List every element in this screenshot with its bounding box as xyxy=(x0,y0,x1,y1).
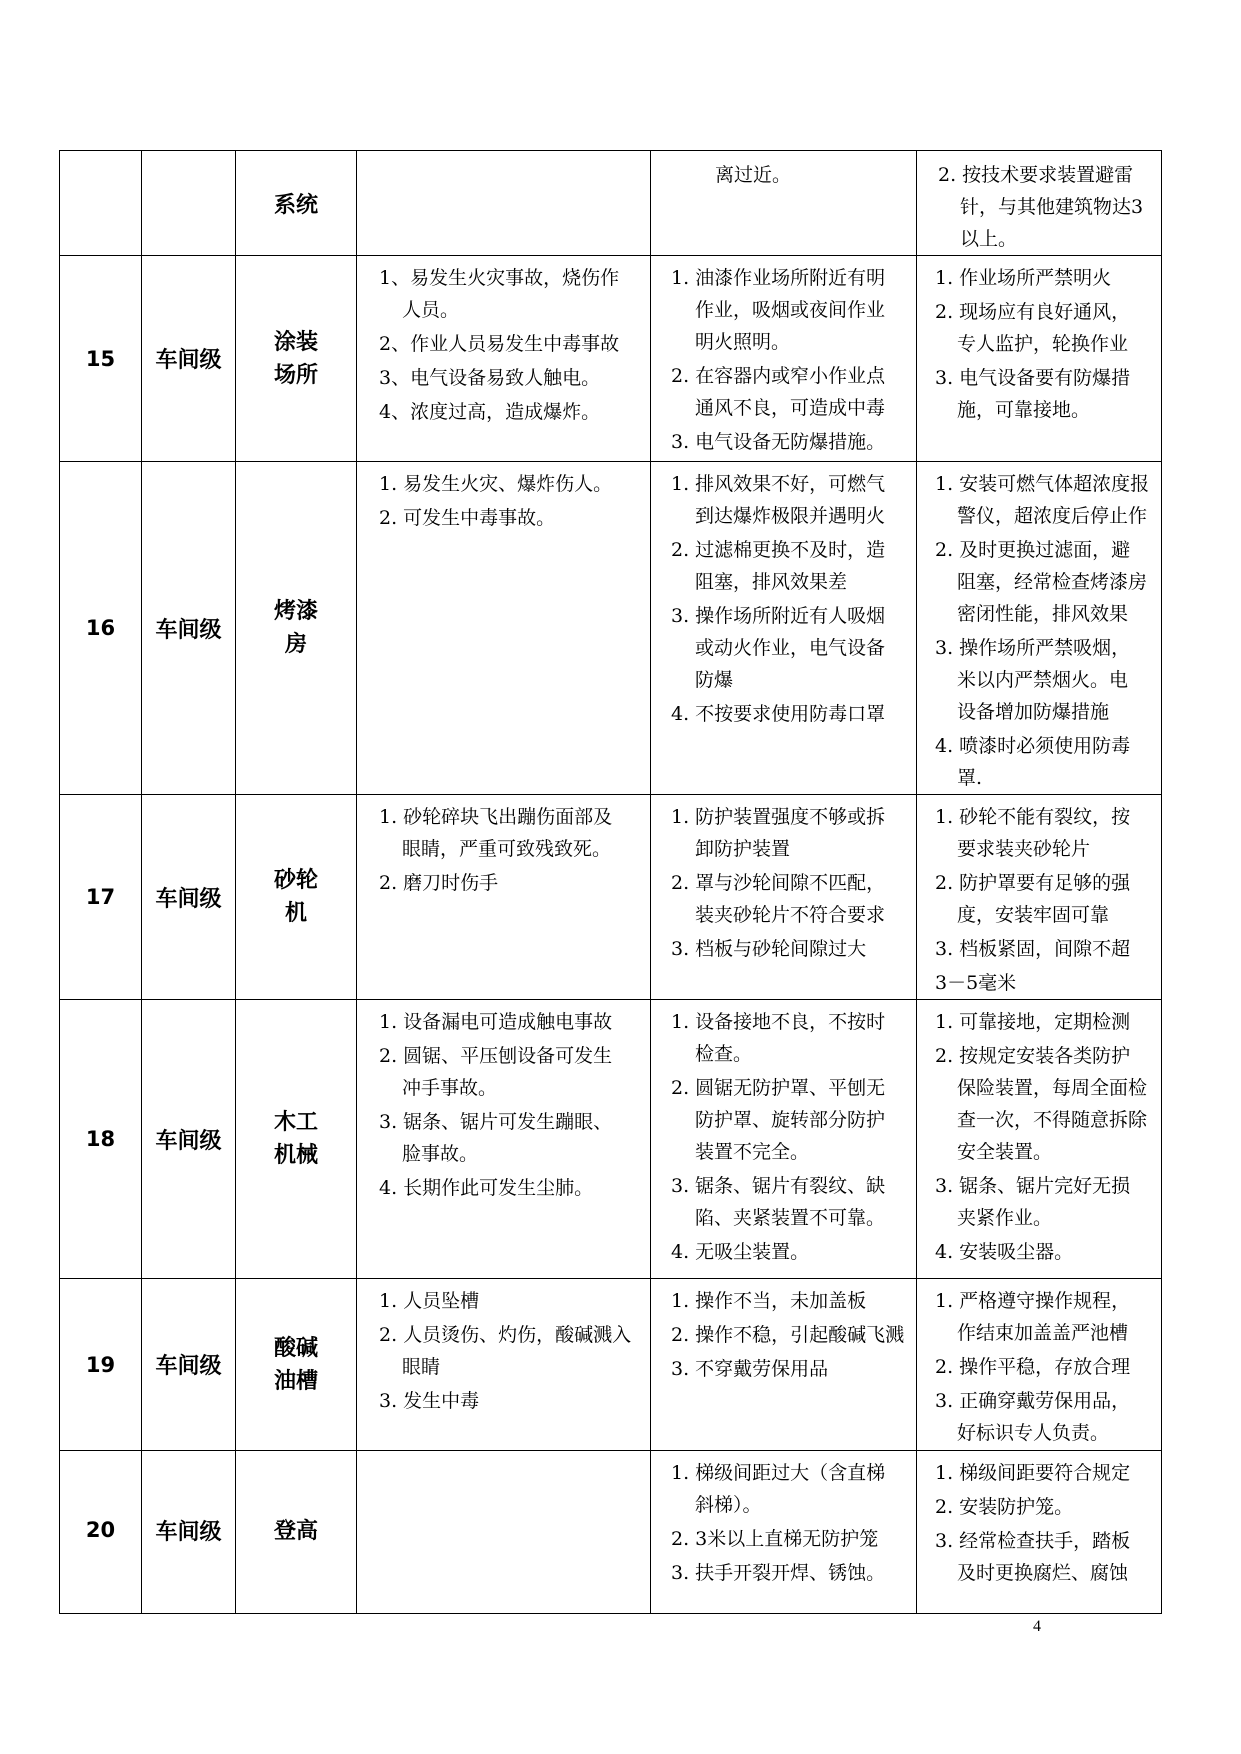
hazards-line: 1. 设备漏电可造成触电事故 xyxy=(379,1011,613,1033)
causes-list xyxy=(651,1279,916,1385)
causes-line: 陷、夹紧装置不可靠。 xyxy=(695,1207,886,1229)
hazards-line: 4. 长期作此可发生尘肺。 xyxy=(379,1177,594,1199)
causes-cell xyxy=(651,151,917,256)
hazards-line: 3. 锯条、锯片可发生蹦眼、 xyxy=(379,1111,613,1133)
causes-line: 2. 3米以上直梯无防护笼 xyxy=(671,1528,879,1550)
hazards-line: 2、作业人员易发生中毒事故 xyxy=(379,333,620,355)
measures-cell xyxy=(917,1451,1162,1614)
measures-line: 以上。 xyxy=(960,228,1018,250)
measures-line: 3. 经常检查扶手，踏板 xyxy=(935,1530,1131,1552)
measures-line: 好标识专人负责。 xyxy=(957,1422,1110,1444)
hazards-cell xyxy=(357,1000,651,1279)
measures-line: 1. 安装可燃气体超浓度报 xyxy=(935,473,1150,495)
measures-line: 1. 可靠接地，定期检测 xyxy=(935,1011,1131,1033)
causes-line: 4. 不按要求使用防毒口罩 xyxy=(671,703,886,725)
hazards-line: 2. 磨刀时伤手 xyxy=(379,872,499,894)
hazards-cell xyxy=(357,1279,651,1451)
hazards-list xyxy=(357,151,650,159)
measures-line: 及时更换腐烂、腐蚀 xyxy=(957,1562,1129,1584)
hazards-cell xyxy=(357,795,651,1000)
workplace-name xyxy=(236,1279,357,1451)
hazards-list xyxy=(357,795,650,899)
causes-line: 检查。 xyxy=(695,1043,753,1065)
workplace-name xyxy=(236,1000,357,1279)
hazards-cell xyxy=(357,256,651,462)
row-number: 20 xyxy=(60,1451,142,1614)
hazards-list xyxy=(357,1451,650,1457)
causes-list xyxy=(651,1451,916,1589)
causes-line: 装夹砂轮片不符合要求 xyxy=(695,904,886,926)
management-level: 车间级 xyxy=(142,1451,236,1614)
measures-line: 2. 按技术要求装置避雷 xyxy=(938,164,1134,186)
row-number xyxy=(60,151,142,256)
table-row xyxy=(60,1451,1162,1614)
hazards-list xyxy=(357,1279,650,1417)
measures-line: 1. 严格遵守操作规程， xyxy=(935,1290,1131,1312)
hazards-cell xyxy=(357,462,651,795)
hazards-list xyxy=(357,256,650,428)
hazards-line: 2. 圆锯、平压刨设备可发生 xyxy=(379,1045,613,1067)
workplace-label: 涂装场所 xyxy=(273,329,318,388)
measures-list xyxy=(917,1000,1161,1268)
table-row xyxy=(60,256,1162,462)
measures-line: 2. 及时更换过滤面，避 xyxy=(935,539,1131,561)
causes-line: 通风不良，可造成中毒 xyxy=(695,397,886,419)
measures-list xyxy=(917,151,1161,255)
causes-line: 3. 档板与砂轮间隙过大 xyxy=(671,938,867,960)
hazards-list xyxy=(357,462,650,534)
causes-line: 2. 圆锯无防护罩、平刨无 xyxy=(671,1077,886,1099)
hazards-line: 1、易发生火灾事故，烧伤作 xyxy=(379,267,620,289)
causes-line: 1. 梯级间距过大（含直梯 xyxy=(671,1462,886,1484)
measures-list xyxy=(917,1451,1161,1589)
workplace-name xyxy=(236,1451,357,1614)
workplace-label: 系统 xyxy=(273,192,318,218)
measures-line: 2. 现场应有良好通风， xyxy=(935,301,1131,323)
measures-line: 查一次，不得随意拆除 xyxy=(957,1109,1148,1131)
causes-line: 3. 不穿戴劳保用品 xyxy=(671,1358,829,1380)
measures-list xyxy=(917,795,1161,999)
hazards-line: 脸事故。 xyxy=(402,1143,479,1165)
hazards-line: 4、浓度过高，造成爆炸。 xyxy=(379,401,601,423)
workplace-label: 酸碱油槽 xyxy=(273,1335,318,1394)
measures-line: 米以内严禁烟火。电 xyxy=(957,669,1129,691)
workplace-name xyxy=(236,151,357,256)
measures-cell xyxy=(917,1000,1162,1279)
causes-line: 斜梯）。 xyxy=(695,1494,762,1516)
causes-line: 明火照明。 xyxy=(695,331,791,353)
measures-list xyxy=(917,462,1161,794)
causes-line: 防爆 xyxy=(695,669,734,691)
measures-line: 警仪，超浓度后停止作 xyxy=(957,505,1148,527)
causes-cell xyxy=(651,256,917,462)
causes-cell xyxy=(651,1451,917,1614)
management-level xyxy=(142,151,236,256)
measures-line: 3－5毫米 xyxy=(935,972,1017,994)
workplace-label: 砂轮机 xyxy=(273,868,318,926)
measures-line: 2. 按规定安装各类防护 xyxy=(935,1045,1131,1067)
hazards-line: 2. 人员烫伤、灼伤，酸碱溅入 xyxy=(379,1324,632,1346)
measures-cell xyxy=(917,462,1162,795)
measures-line: 密闭性能，排风效果 xyxy=(957,603,1129,625)
causes-cell xyxy=(651,1279,917,1451)
row-number: 18 xyxy=(60,1000,142,1279)
causes-line: 1. 排风效果不好，可燃气 xyxy=(671,473,886,495)
management-level: 车间级 xyxy=(142,1000,236,1279)
hazards-line: 眼睛 xyxy=(402,1356,441,1378)
measures-line: 设备增加防爆措施 xyxy=(957,701,1110,723)
causes-line: 作业，吸烟或夜间作业 xyxy=(695,299,886,321)
page-number: 4 xyxy=(1033,1618,1041,1635)
causes-list xyxy=(651,256,916,458)
row-number: 16 xyxy=(60,462,142,795)
causes-cell xyxy=(651,795,917,1000)
measures-line: 3. 电气设备要有防爆措 xyxy=(935,367,1131,389)
table-row xyxy=(60,795,1162,1000)
table-row xyxy=(60,462,1162,795)
measures-line: 3. 锯条、锯片完好无损 xyxy=(935,1175,1131,1197)
workplace-name xyxy=(236,256,357,462)
causes-line: 阻塞，排风效果差 xyxy=(695,571,848,593)
table-row xyxy=(60,1000,1162,1279)
table-row xyxy=(60,1279,1162,1451)
measures-line: 1. 作业场所严禁明火 xyxy=(935,267,1112,289)
hazards-line: 3、电气设备易致人触电。 xyxy=(379,367,601,389)
table-row xyxy=(60,151,1162,256)
hazards-line: 1. 人员坠槽 xyxy=(379,1290,480,1312)
causes-line: 2. 在容器内或窄小作业点 xyxy=(671,365,886,387)
management-level: 车间级 xyxy=(142,795,236,1000)
causes-line: 1. 防护装置强度不够或拆 xyxy=(671,806,886,828)
causes-line: 1. 油漆作业场所附近有明 xyxy=(671,267,886,289)
hazards-line: 2. 可发生中毒事故。 xyxy=(379,507,556,529)
causes-line: 2. 过滤棉更换不及时，造 xyxy=(671,539,886,561)
causes-list xyxy=(651,1000,916,1268)
measures-list xyxy=(917,256,1161,426)
row-number: 17 xyxy=(60,795,142,1000)
causes-line: 2. 罩与沙轮间隙不匹配， xyxy=(671,872,886,894)
causes-list xyxy=(651,795,916,965)
causes-line: 3. 扶手开裂开焊、锈蚀。 xyxy=(671,1562,886,1584)
measures-line: 作结束加盖盖严池槽 xyxy=(957,1322,1129,1344)
measures-line: 安全装置。 xyxy=(957,1141,1053,1163)
causes-list xyxy=(651,151,916,191)
causes-cell xyxy=(651,462,917,795)
measures-line: 施，可靠接地。 xyxy=(957,399,1091,421)
measures-cell xyxy=(917,795,1162,1000)
causes-list xyxy=(651,462,916,730)
measures-cell xyxy=(917,1279,1162,1451)
hazards-line: 冲手事故。 xyxy=(402,1077,498,1099)
hazard-table xyxy=(59,150,1162,1614)
causes-line: 装置不完全。 xyxy=(695,1141,810,1163)
row-number: 19 xyxy=(60,1279,142,1451)
causes-line: 离过近。 xyxy=(715,164,792,186)
table-body xyxy=(60,151,1162,1614)
causes-line: 4. 无吸尘装置。 xyxy=(671,1241,810,1263)
causes-line: 卸防护装置 xyxy=(695,838,791,860)
workplace-label: 木工机械 xyxy=(273,1110,318,1168)
causes-line: 3. 锯条、锯片有裂纹、缺 xyxy=(671,1175,886,1197)
measures-line: 保险装置，每周全面检 xyxy=(957,1077,1148,1099)
measures-line: 针，与其他建筑物达3 xyxy=(960,196,1144,218)
workplace-name xyxy=(236,795,357,1000)
measures-line: 度，安装牢固可靠 xyxy=(957,904,1110,926)
causes-cell xyxy=(651,1000,917,1279)
measures-line: 4. 安装吸尘器。 xyxy=(935,1241,1074,1263)
measures-line: 1. 砂轮不能有裂纹，按 xyxy=(935,806,1131,828)
measures-list xyxy=(917,1279,1161,1449)
causes-line: 到达爆炸极限并遇明火 xyxy=(695,505,886,527)
causes-line: 2. 操作不稳，引起酸碱飞溅 xyxy=(671,1324,905,1346)
measures-line: 4. 喷漆时必须使用防毒 xyxy=(935,735,1131,757)
measures-line: 2. 操作平稳，存放合理 xyxy=(935,1356,1131,1378)
measures-line: 专人监护，轮换作业 xyxy=(957,333,1129,355)
hazards-line: 眼睛，严重可致残致死。 xyxy=(402,838,612,860)
row-number: 15 xyxy=(60,256,142,462)
measures-line: 要求装夹砂轮片 xyxy=(957,838,1091,860)
hazards-list xyxy=(357,1000,650,1204)
hazards-cell xyxy=(357,1451,651,1614)
workplace-label: 烤漆房 xyxy=(273,599,318,657)
measures-line: 阻塞，经常检查烤漆房 xyxy=(957,571,1148,593)
causes-line: 3. 操作场所附近有人吸烟 xyxy=(671,605,886,627)
workplace-name xyxy=(236,462,357,795)
management-level: 车间级 xyxy=(142,462,236,795)
management-level: 车间级 xyxy=(142,256,236,462)
measures-cell xyxy=(917,151,1162,256)
causes-line: 防护罩、旋转部分防护 xyxy=(695,1109,886,1131)
causes-line: 1. 操作不当，未加盖板 xyxy=(671,1290,867,1312)
hazards-line: 1. 砂轮碎块飞出蹦伤面部及 xyxy=(379,806,613,828)
hazards-line: 人员。 xyxy=(402,299,460,321)
measures-line: 3. 档板紧固，间隙不超 xyxy=(935,938,1131,960)
measures-line: 1. 梯级间距要符合规定 xyxy=(935,1462,1131,1484)
hazards-cell xyxy=(357,151,651,256)
measures-cell xyxy=(917,256,1162,462)
measures-line: 夹紧作业。 xyxy=(957,1207,1053,1229)
workplace-label: 登高 xyxy=(273,1518,318,1544)
hazards-line: 1. 易发生火灾、爆炸伤人。 xyxy=(379,473,613,495)
causes-line: 3. 电气设备无防爆措施。 xyxy=(671,431,886,453)
measures-line: 3. 正确穿戴劳保用品， xyxy=(935,1390,1131,1412)
causes-line: 或动火作业，电气设备 xyxy=(695,637,886,659)
measures-line: 2. 防护罩要有足够的强 xyxy=(935,872,1131,894)
management-level: 车间级 xyxy=(142,1279,236,1451)
measures-line: 3. 操作场所严禁吸烟， xyxy=(935,637,1131,659)
hazards-line: 3. 发生中毒 xyxy=(379,1390,480,1412)
measures-line: 2. 安装防护笼。 xyxy=(935,1496,1074,1518)
measures-line: 罩. xyxy=(957,767,983,789)
causes-line: 1. 设备接地不良，不按时 xyxy=(671,1011,886,1033)
